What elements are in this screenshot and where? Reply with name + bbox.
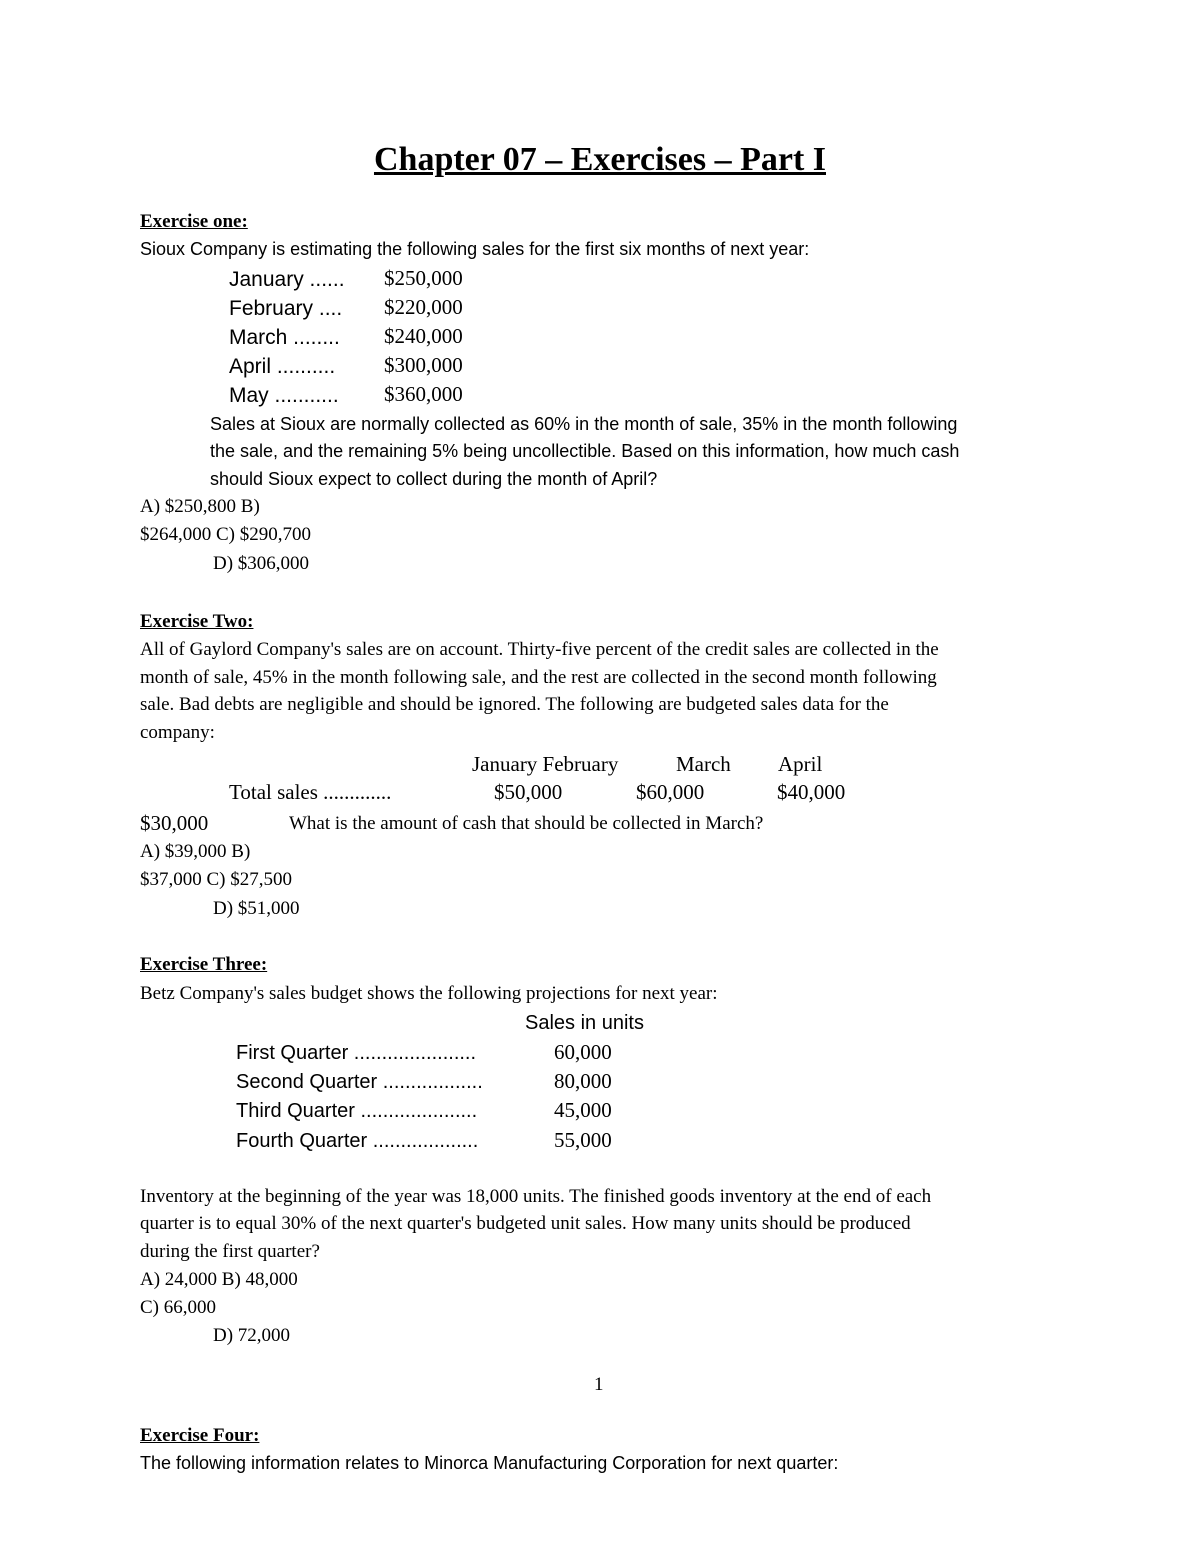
- exercise-two-body-line: All of Gaylord Company's sales are on account. Thirty-five percent of the credit sales are collected in the: [140, 639, 939, 660]
- quarter-value: 55,000: [554, 1128, 612, 1152]
- table-header: April: [778, 752, 823, 776]
- exercise-one-answer-line: A) $250,800 B): [140, 496, 260, 517]
- exercise-two-heading: Exercise Two:: [140, 611, 254, 632]
- month-label: February ....: [229, 297, 343, 320]
- table-cell: $60,000: [636, 780, 705, 804]
- month-value: $300,000: [384, 353, 463, 377]
- exercise-one-body-line: should Sioux expect to collect during the month of April?: [210, 469, 658, 489]
- exercise-two-answer-line: A) $39,000 B): [140, 841, 251, 862]
- exercise-two-answer-line: $37,000 C) $27,500: [140, 869, 292, 890]
- exercise-one-body-line: Sales at Sioux are normally collected as 60% in the month of sale, 35% in the month following: [210, 414, 958, 434]
- quarter-label: First Quarter ......................: [236, 1042, 477, 1064]
- month-value: $220,000: [384, 295, 463, 319]
- table-row-label: Total sales .............: [229, 780, 392, 804]
- exercise-three-body-line: quarter is to equal 30% of the next quarter's budgeted unit sales. How many units should be produced: [140, 1213, 911, 1234]
- exercise-three-answer-line: C) 66,000: [140, 1297, 216, 1318]
- quarter-value: 45,000: [554, 1098, 612, 1122]
- exercise-one-answer-line: D) $306,000: [213, 553, 310, 574]
- exercise-two-body-line: sale. Bad debts are negligible and should be ignored. The following are budgeted sales data for the: [140, 694, 889, 715]
- exercise-one-body-line: the sale, and the remaining 5% being uncollectible. Based on this information, how much cash: [210, 441, 960, 461]
- exercise-two-question: What is the amount of cash that should be collected in March?: [289, 813, 764, 834]
- quarter-label: Third Quarter .....................: [236, 1100, 478, 1122]
- exercise-four-intro: The following information relates to Minorca Manufacturing Corporation for next quarter:: [140, 1453, 839, 1473]
- quarter-label: Second Quarter ..................: [236, 1071, 483, 1093]
- table-header: March: [676, 752, 731, 776]
- page-number: 1: [594, 1374, 604, 1395]
- quarter-value: 60,000: [554, 1040, 612, 1064]
- exercise-three-answer-line: D) 72,000: [213, 1325, 291, 1346]
- exercise-one-intro: Sioux Company is estimating the following sales for the first six months of next year:: [140, 239, 810, 259]
- exercise-two-body-line: company:: [140, 722, 215, 743]
- quarter-label: Fourth Quarter ...................: [236, 1130, 479, 1152]
- month-value: $250,000: [384, 266, 463, 290]
- exercise-three-intro: Betz Company's sales budget shows the following projections for next year:: [140, 983, 718, 1004]
- month-label: January ......: [229, 268, 345, 291]
- table-header: January February: [472, 752, 619, 776]
- month-label: April ..........: [229, 355, 336, 378]
- table-cell: $40,000: [777, 780, 846, 804]
- month-label: May ...........: [229, 384, 339, 407]
- exercise-three-body-line: Inventory at the beginning of the year was 18,000 units. The finished goods inventory at the end of each: [140, 1186, 932, 1207]
- exercise-three-body-line: during the first quarter?: [140, 1241, 320, 1262]
- table-cell: $50,000: [494, 780, 563, 804]
- exercise-one-heading: Exercise one:: [140, 211, 248, 232]
- month-label: March ........: [229, 326, 340, 349]
- exercise-four-heading: Exercise Four:: [140, 1425, 260, 1446]
- exercise-three-answer-line: A) 24,000 B) 48,000: [140, 1269, 298, 1290]
- month-value: $360,000: [384, 382, 463, 406]
- exercise-two-answer-line: D) $51,000: [213, 898, 300, 919]
- exercise-three-heading: Exercise Three:: [140, 954, 268, 975]
- column-header: Sales in units: [525, 1012, 644, 1034]
- quarter-value: 80,000: [554, 1069, 612, 1093]
- exercise-two-body-line: month of sale, 45% in the month following sale, and the rest are collected in the second month following: [140, 667, 937, 688]
- table-cell: $30,000: [140, 811, 209, 835]
- month-value: $240,000: [384, 324, 463, 348]
- page-title: Chapter 07 – Exercises – Part I: [373, 141, 826, 178]
- exercise-one-answer-line: $264,000 C) $290,700: [140, 524, 311, 545]
